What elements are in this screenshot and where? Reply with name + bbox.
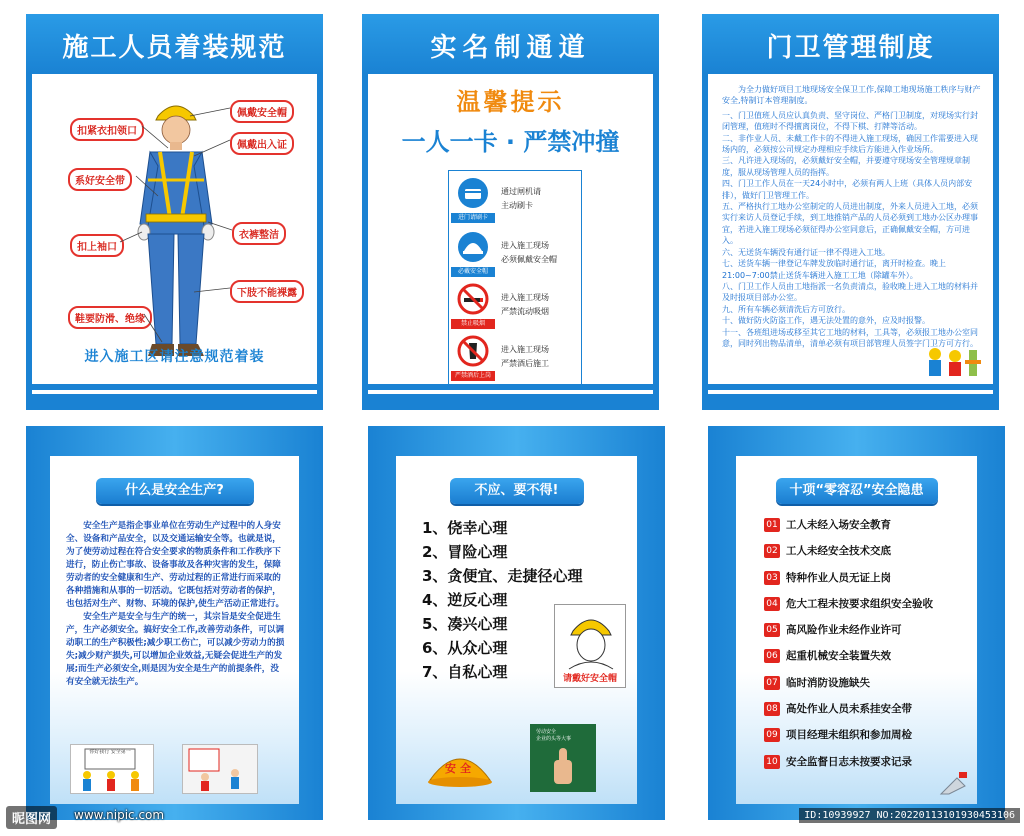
label-cuff: 扣上袖口 (70, 234, 124, 257)
helmet-word: 安全 (445, 762, 475, 775)
list-item: 4、逆反心理 (422, 591, 508, 609)
sign-line: 进入施工现场 (501, 345, 549, 354)
sign-line: 进入施工现场 (501, 293, 549, 302)
workers-clipart (921, 346, 985, 380)
accident-illustration (183, 745, 259, 795)
sign-no-drinking (449, 333, 581, 385)
board-title: 门卫管理制度 (766, 33, 935, 63)
sign-line: 严禁流动吸烟 (501, 307, 549, 316)
sign-text (501, 239, 557, 267)
rule-item: 四、门卫工作人员在一天24小时中，必须有两人上班（具体人员内部安排），做好门卫管理工作。 (722, 179, 973, 200)
list-item: 2、冒险心理 (422, 543, 508, 561)
item-text: 危大工程未按要求组织安全验收 (786, 597, 933, 610)
board-header (702, 14, 999, 74)
item-number: 08 (764, 702, 780, 716)
helmet-icon (457, 231, 489, 265)
watermark-logo: 昵图网 (6, 806, 57, 829)
board-footer: 进入施工区请注意规范着装 (84, 349, 265, 365)
sign-text (501, 343, 549, 371)
footer-stripe (362, 394, 659, 410)
rule-item: 三、凡许进入现场的，必须戴好安全帽，并要遵守现场安全管理规章制度，服从现场管理人员的指挥。 (722, 156, 970, 177)
safety-helmet-image (424, 744, 496, 790)
label-badge: 佩戴出入证 (230, 132, 294, 155)
item-text: 工人未经安全技术交底 (786, 545, 891, 558)
board-title: 不应、要不得! (450, 478, 584, 504)
poster-right (182, 744, 258, 794)
rule-item: 五、严格执行工地办公室制定的人员进出制度，外来人员进入工地，必须实行来访人员登记手续，到工地推销产品的人员必须到工地办公区办理事宜，若进入施工现场必须征得办公室同意后，正确佩戴安全帽，方可进入。 (722, 202, 978, 246)
board-title: 实名制通道 (430, 33, 591, 63)
sign-caption: 禁止吸烟 (451, 319, 495, 329)
watermark-id: ID:10939927 NO:20220113101930453106 (799, 808, 1020, 823)
board-header (26, 14, 323, 74)
leader-lines (32, 74, 317, 382)
item-text: 特种作业人员无证上岗 (786, 571, 891, 584)
board-card (50, 456, 299, 804)
poster-text: 你好我行 安全第一 (89, 749, 131, 755)
sign-line: 主动刷卡 (501, 201, 533, 210)
no-alcohol-icon (457, 335, 489, 369)
item-text: 项目经理未组织和参加周检 (786, 729, 912, 742)
sign-text (501, 185, 541, 213)
rule-item: 八、门卫工作人员由工地指派一名负责清点，验收晚上进入工地的材料并及时报项目部办公室。 (722, 281, 978, 303)
item-number: 01 (764, 518, 780, 532)
sign-caption: 必戴安全帽 (451, 267, 495, 277)
item-text: 高处作业人员未系挂安全带 (786, 703, 912, 716)
worker-face-icon (555, 605, 627, 671)
side-stripe (993, 74, 999, 410)
item-number: 04 (764, 597, 780, 611)
rules-intro: 为全力做好项目工地现场安全保卫工作,保障工地现场施工秩序与财产安全,特制订本管理制度。 (722, 85, 981, 106)
board-title: 施工人员着装规范 (62, 33, 287, 63)
footer-stripe (702, 384, 999, 390)
item-number: 02 (764, 544, 780, 558)
board-header (362, 14, 659, 74)
label-helmet: 佩戴安全帽 (230, 100, 294, 123)
rule-item: 七、送货车辆一律登记车牌发放临时通行证，离开时检查。晚上21:00~7:00禁止送货车辆进入施工工地（除罐车外）。 (722, 259, 946, 280)
paragraph: 安全生产是指企事业单位在劳动生产过程中的人身安全、设备和产品安全，以及交通运输安全等。也就是说，为了使劳动过程在符合安全要求的物质条件和工作秩序下进行，防止伤亡事故、设备事故及各种灾害的发生，保障劳动者的安全健康和生产、劳动过程的正常进行而采取的各种措施和从事的一切活动。它既包括对劳动者的保护，也包括对生产、财物、环境的保护,使生产活动正常进行。 (66, 521, 285, 609)
helmet-caption: 请戴好安全帽 (562, 674, 617, 684)
card-swipe-icon (457, 177, 489, 211)
sign-line: 通过闸机请 (501, 187, 541, 196)
sign-card-swipe (449, 175, 581, 227)
item-text: 安全监督日志未按要求记录 (786, 755, 912, 768)
book-title: 劳动安全 (536, 729, 557, 735)
sign-caption: 进门请刷卡 (451, 213, 495, 223)
workers-illustration (71, 745, 155, 795)
label-collar: 扣紧衣扣领口 (70, 118, 144, 141)
sign-no-smoking (449, 281, 581, 333)
rule-item: 二、非作业人员、未戴工作卡的不得进入施工现场，确因工作需要进入现场内的，必须按公司规定办理相应手续后方能进入作业场所。 (722, 133, 978, 155)
board-bad-mentality (368, 426, 665, 820)
board-zero-tolerance (708, 426, 1005, 820)
sign-caption: 严禁酒后上岗 (451, 371, 495, 381)
board-dress-code (26, 14, 323, 410)
thumbs-up-icon (546, 746, 580, 788)
poster-left (70, 744, 154, 794)
tip-heading: 温馨提示 (456, 88, 565, 116)
board-title: 十项“零容忍”安全隐患 (776, 478, 938, 504)
board-card (736, 456, 977, 804)
rule-item: 九、所有车辆必须清洗后方可放行。 (722, 304, 850, 314)
item-number: 03 (764, 571, 780, 585)
book-subtitle: 企业的头等大事 (536, 736, 572, 742)
side-stripe (317, 74, 323, 410)
item-number: 07 (764, 676, 780, 690)
item-text: 高风险作业未经作业许可 (786, 624, 902, 637)
item-number: 06 (764, 649, 780, 663)
item-number: 05 (764, 623, 780, 637)
footer-stripe (702, 394, 999, 410)
watermark-url: www.nipic.com (74, 808, 165, 822)
sign-line: 必须佩戴安全帽 (501, 255, 557, 264)
rule-item: 六、无送货车辆没有通行证一律不得进入工地。 (722, 247, 890, 257)
item-text: 起重机械安全装置失效 (786, 650, 891, 663)
rules-text (722, 84, 983, 349)
board-card (396, 456, 637, 804)
label-tidy: 衣裤整洁 (232, 222, 286, 245)
sign-list (448, 170, 582, 388)
item-number: 09 (764, 728, 780, 742)
trowel-icon (939, 770, 969, 796)
list-item: 1、侥幸心理 (422, 519, 508, 537)
label-belt: 系好安全带 (68, 168, 132, 191)
footer-stripe (362, 384, 659, 390)
board-what-is-safety (26, 426, 323, 820)
helmet-portrait (554, 604, 626, 688)
board-body (32, 74, 317, 382)
side-stripe (702, 74, 708, 410)
paragraph: 安全生产是安全与生产的统一，其宗旨是安全促进生产，生产必须安全。搞好安全工作,改善劳动条件，可以调动职工的生产积极性;减少职工伤亡，可以减少劳动力的损失;减少财产损失,可以增加企业效益,无疑会促进生产的发展;而生产必须安全,则是因为安全是生产的前提条件，没有安全就无法生产。 (66, 612, 285, 687)
sign-line: 严禁酒后施工 (501, 359, 549, 368)
sign-text (501, 291, 549, 319)
board-real-name-channel (362, 14, 659, 410)
item-text: 临时消防设施缺失 (786, 676, 870, 689)
board-gate-rules (702, 14, 999, 410)
no-smoking-icon (457, 283, 489, 317)
rule-item: 十、做好防火防盗工作，遇无法处置的意外，应及时报警。 (722, 316, 930, 326)
sign-line: 进入施工现场 (501, 241, 549, 250)
sign-helmet (449, 229, 581, 281)
board-title: 什么是安全生产? (96, 478, 254, 504)
label-shoes: 鞋要防滑、绝缘 (68, 306, 152, 329)
rule-item: 十一、各班组进场或移至其它工地的材料，工具等，必须报工地办公室同意，同时列出物品清单，清单必须有项目部管理人员签字门卫方可方行。 (722, 327, 978, 348)
list-item: 3、贪便宜、走捷径心理 (422, 567, 583, 585)
list-item: 7、自私心理 (422, 663, 508, 681)
list-item: 5、凑兴心理 (422, 615, 508, 633)
item-number: 10 (764, 755, 780, 769)
item-text: 工人未经入场安全教育 (786, 519, 891, 531)
slogan: 一人一卡 · 严禁冲撞 (401, 128, 620, 156)
footer-stripe (26, 394, 323, 410)
rule-item: 一、门卫值班人员应认真负责、坚守岗位、严格门卫制度，对现场实行封闭管理，值班时不得擅离岗位，不得下棋、打牌等活动。 (722, 110, 978, 132)
list-item: 6、从众心理 (422, 639, 508, 657)
safety-text (66, 520, 287, 689)
label-legs: 下肢不能裸露 (230, 280, 304, 303)
footer-stripe (26, 384, 323, 390)
safety-book (530, 724, 596, 792)
